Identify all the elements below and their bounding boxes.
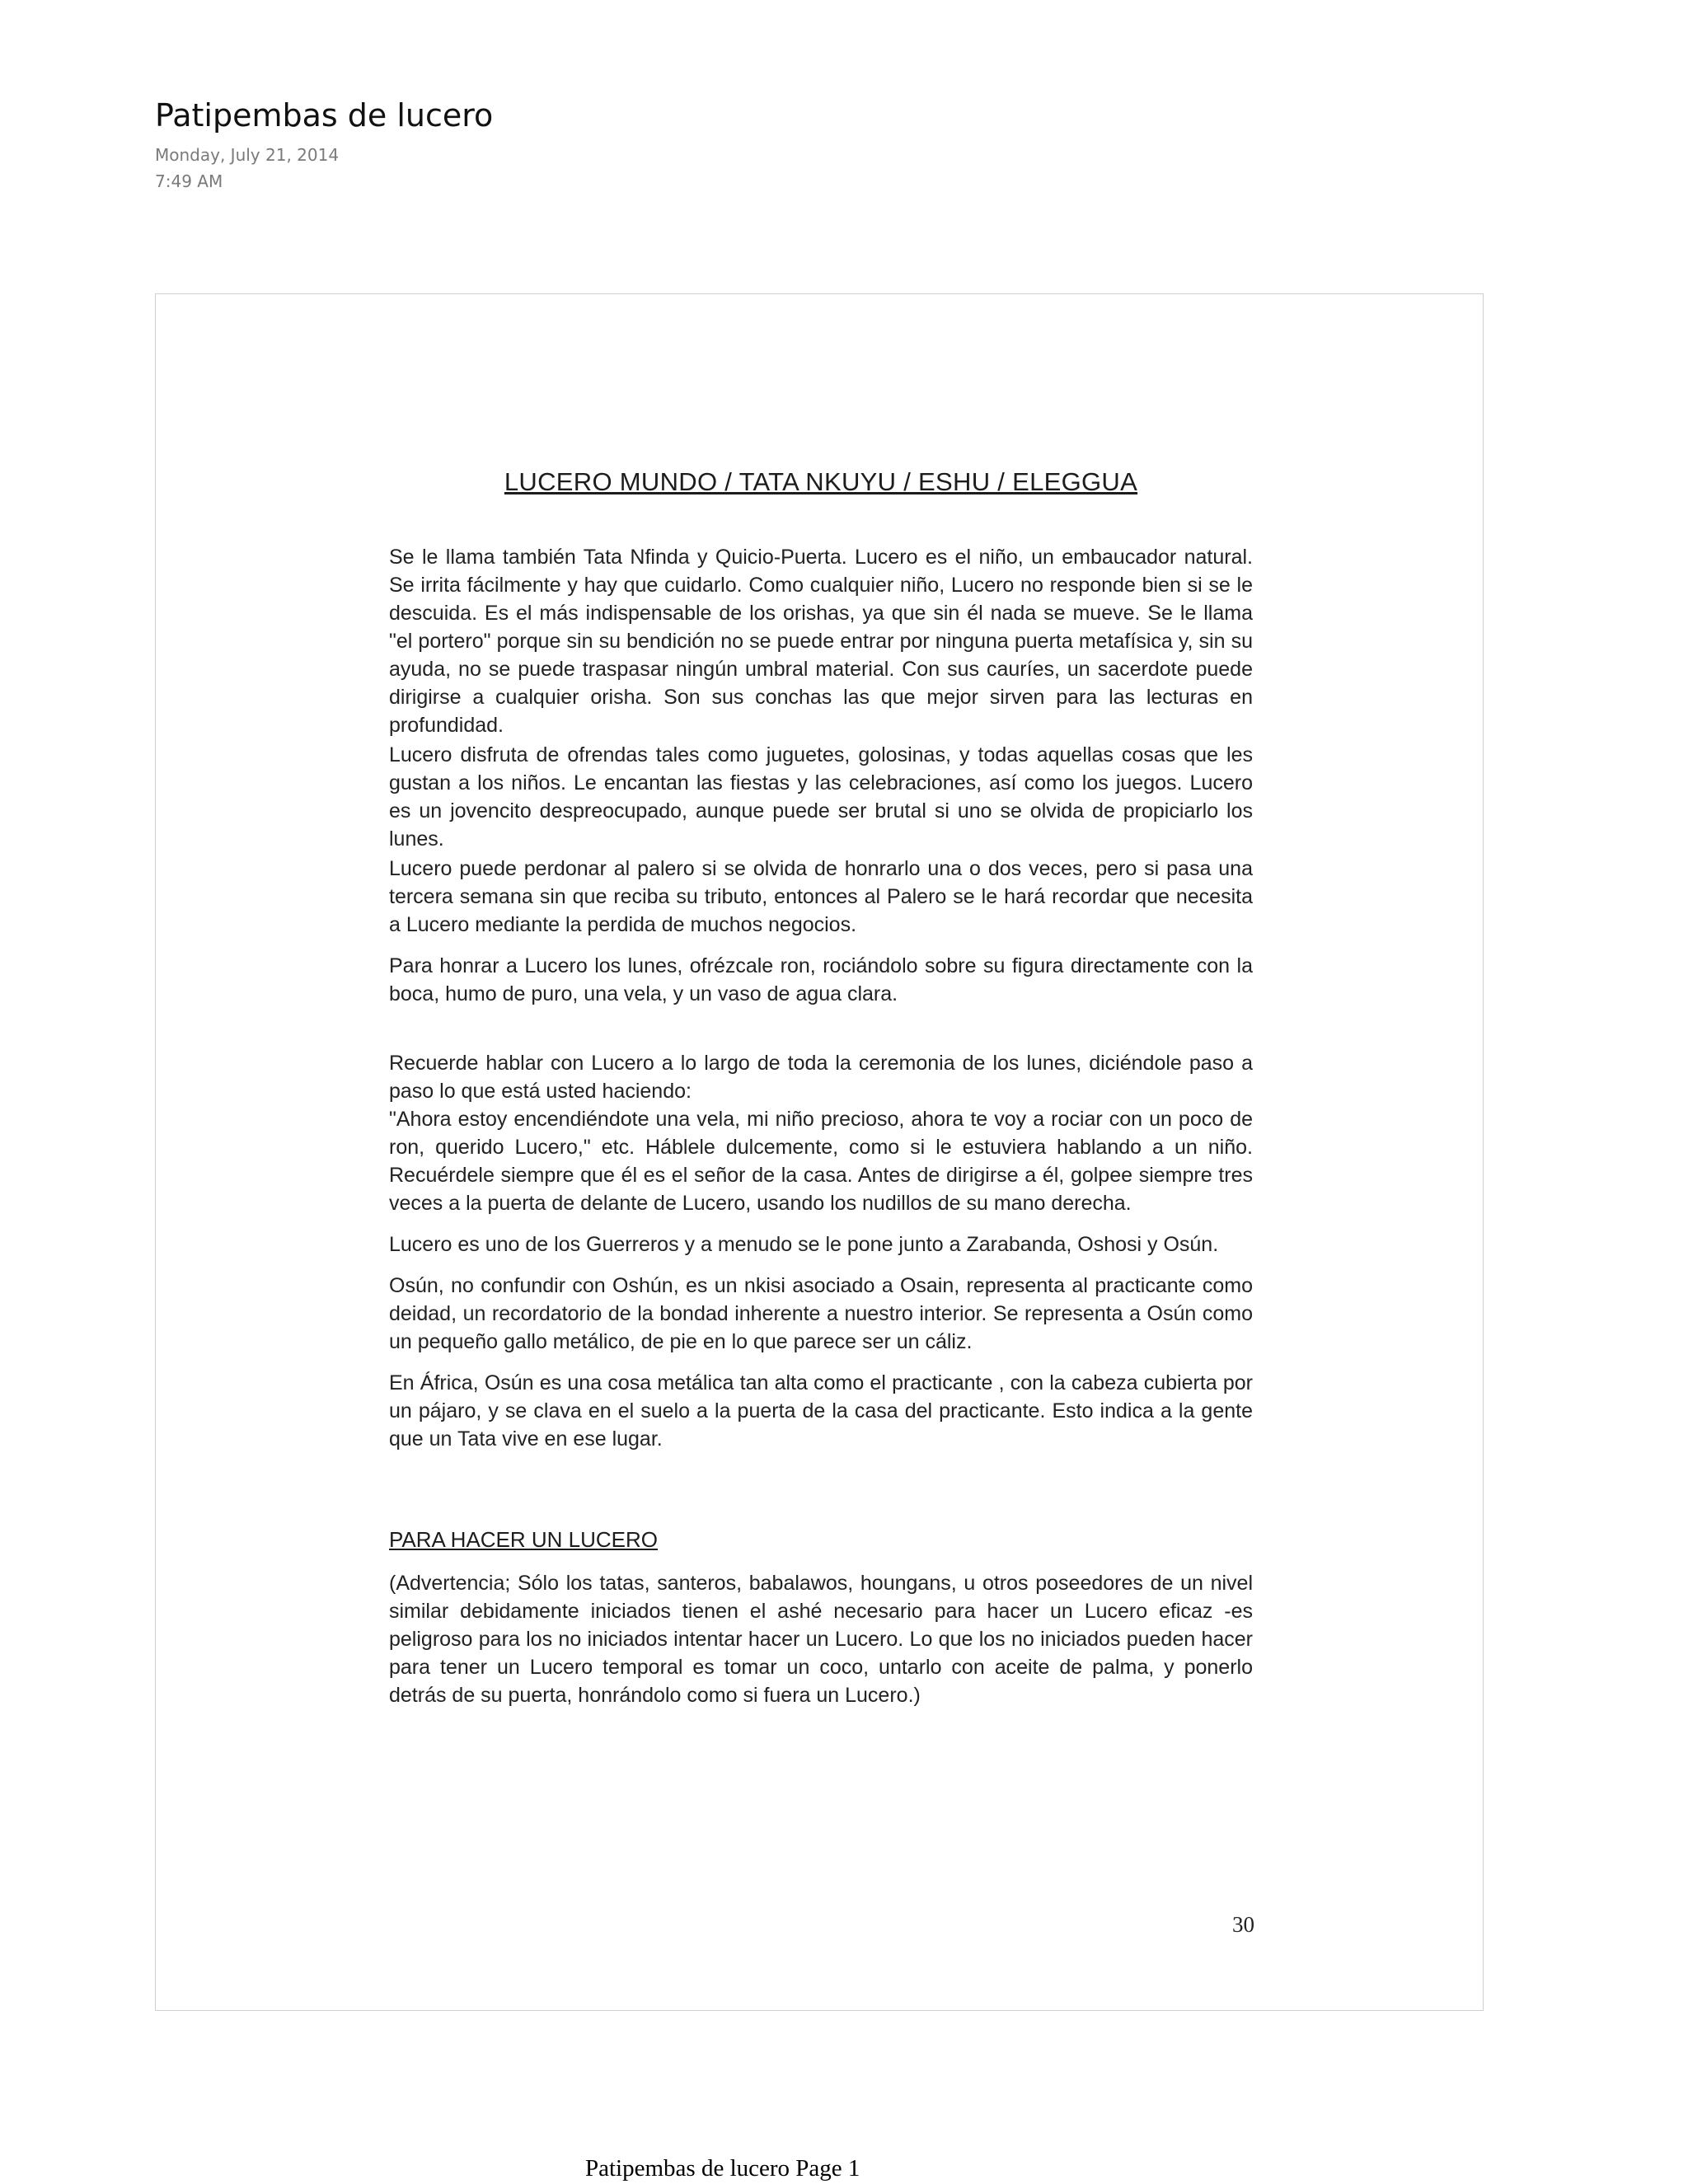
document-paragraph: Lucero disfruta de ofrendas tales como juguetes, golosinas, y todas aquellas cosas que les gustan a los niños. Le encantan las fiestas y las celebraciones, así como los juegos. Lucero es un jovencito despreocupado, aunque puede ser brutal si uno se olvida de propiciarlo los lunes. [389,743,1253,851]
document-page-number: 30 [1232,1912,1254,1937]
note-date: Monday, July 21, 2014 [155,144,340,165]
document-page [389,467,1253,1709]
note-metadata [155,142,493,194]
document-paragraph: "Ahora estoy encendiéndote una vela, mi niño precioso, ahora te voy a rociar con un poco de ron, querido Lucero," etc. Háblele dulcemente, como si le estuviera hablando a un niño. Recuérdele siempre que él es el señor de la casa. Antes de dirigirse a él, golpee siempre tres veces a la puerta de delante de Lucero, usando los nudillos de su mano derecha. [389,1108,1253,1215]
document-paragraph: Recuerde hablar con Lucero a lo largo de toda la ceremonia de los lunes, diciéndole paso a paso lo que está usted haciendo: [389,1052,1253,1103]
note-title: Patipembas de lucero [155,97,494,134]
document-warning: (Advertencia; Sólo los tatas, santeros, babalawos, houngans, u otros poseedores de un nivel similar debidamente iniciados tienen el ashé necesario para hacer un Lucero eficaz -es peligroso para los no iniciados intentar hacer un Lucero. Lo que los no iniciados pueden hacer para tener un Lucero temporal es tomar un coco, untarlo con aceite de palma, y ponerlo detrás de su puerta, honrándolo como si fuera un Lucero.) [389,1572,1253,1707]
document-paragraph: En África, Osún es una cosa metálica tan alta como el practicante , con la cabeza cubierta por un pájaro, y se clava en el suelo a la puerta de la casa del practicante. Esto indica a la gente que un Tata vive en ese lugar. [389,1371,1253,1451]
document-paragraph: Se le llama también Tata Nfinda y Quicio-Puerta. Lucero es el niño, un embaucador natural. Se irrita fácilmente y hay que cuidarlo. Como cualquier niño, Lucero no responde bien si se le descuida. Es el más indispensable de los orishas, ya que sin él nada se mueve. Se le llama "el portero" porque sin su bendición no se puede entrar por ninguna puerta metafísica y, sin su ayuda, no se puede traspasar ningún umbral material. Con sus cauríes, un sacerdote puede dirigirse a cualquier orisha. Son sus conchas las que mejor sirven para las lecturas en profundidad. [389,546,1253,737]
embedded-document-image [155,293,1484,2011]
note-header [155,97,493,194]
document-paragraph: Para honrar a Lucero los lunes, ofrézcale ron, rociándolo sobre su figura directamente con la boca, humo de puro, una vela, y un vaso de agua clara. [389,954,1253,1005]
document-heading: LUCERO MUNDO / TATA NKUYU / ESHU / ELEGGUA [504,467,1138,496]
document-paragraph: Osún, no confundir con Oshún, es un nkisi asociado a Osain, representa al practicante como deidad, un recordatorio de la bondad inherente a nuestro interior. Se representa a Osún como un pequeño gallo metálico, de pie en lo que parece ser un cáliz. [389,1274,1253,1353]
document-paragraph: Lucero puede perdonar al palero si se olvida de honrarlo una o dos veces, pero si pasa una tercera semana sin que reciba su tributo, entonces al Palero se le hará recordar que necesita a Lucero mediante la perdida de muchos negocios. [389,857,1253,936]
document-paragraph: Lucero es uno de los Guerreros y a menudo se le pone junto a Zarabanda, Oshosi y Osún. [389,1233,1219,1256]
page-footer: Patipembas de lucero Page 1 [585,2155,860,2182]
document-subheading: PARA HACER UN LUCERO [389,1527,659,1552]
note-time: 7:49 AM [155,171,223,191]
